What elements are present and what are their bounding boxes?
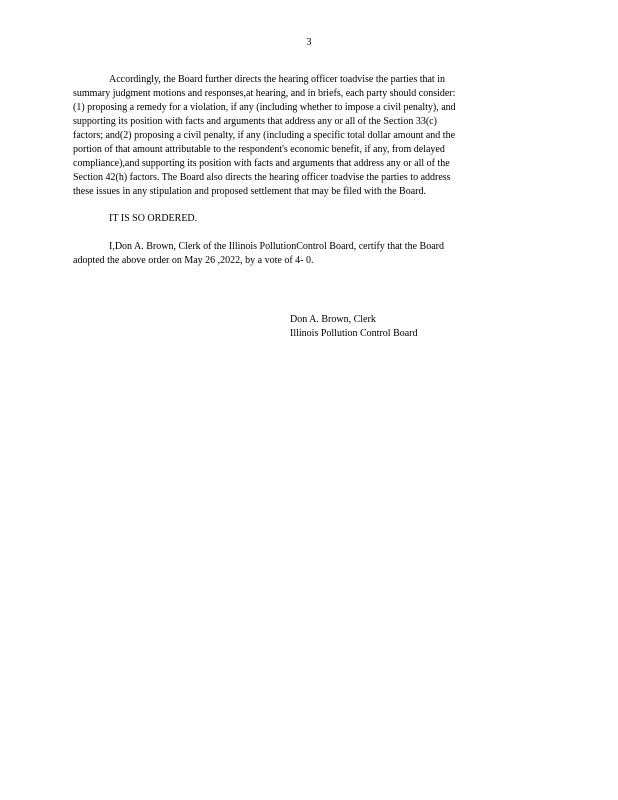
paragraph-line: Accordingly, the Board further directs the hearing officer toadvise the parties that in <box>109 74 445 85</box>
paragraph-line: (1) proposing a remedy for a violation, if any (including whether to impose a civil penalty), and <box>73 102 456 113</box>
ordered-statement <box>73 212 533 226</box>
directive-paragraph <box>73 73 533 199</box>
signatory-organization: Illinois Pollution Control Board <box>290 328 418 339</box>
paragraph-line: supporting its position with facts and arguments that address any or all of the Section 33(c) <box>73 116 437 127</box>
paragraph-line: summary judgment motions and responses,at hearing, and in briefs, each party should consider: <box>73 88 456 99</box>
certification-line: adopted the above order on May 26 ,2022, by a vote of 4- 0. <box>73 255 314 266</box>
paragraph-line: compliance),and supporting its position with facts and arguments that address any or all of the <box>73 158 450 169</box>
signature-block <box>290 313 418 341</box>
paragraph-line: factors; and(2) proposing a civil penalty, if any (including a specific total dollar amount and the <box>73 130 456 141</box>
certification-paragraph <box>73 240 533 268</box>
paragraph-line: portion of that amount attributable to the respondent's economic benefit, if any, from delayed <box>73 144 445 155</box>
paragraph-line: Section 42(h) factors. The Board also directs the hearing officer toadvise the parties to address <box>73 172 451 183</box>
certification-line: I,Don A. Brown, Clerk of the Illinois PollutionControl Board, certify that the Board <box>109 241 444 252</box>
ordered-text: IT IS SO ORDERED. <box>109 213 198 224</box>
paragraph-line: these issues in any stipulation and proposed settlement that may be filed with the Board. <box>73 186 426 197</box>
signatory-name: Don A. Brown, Clerk <box>290 314 376 325</box>
page-number: 3 <box>306 37 312 48</box>
